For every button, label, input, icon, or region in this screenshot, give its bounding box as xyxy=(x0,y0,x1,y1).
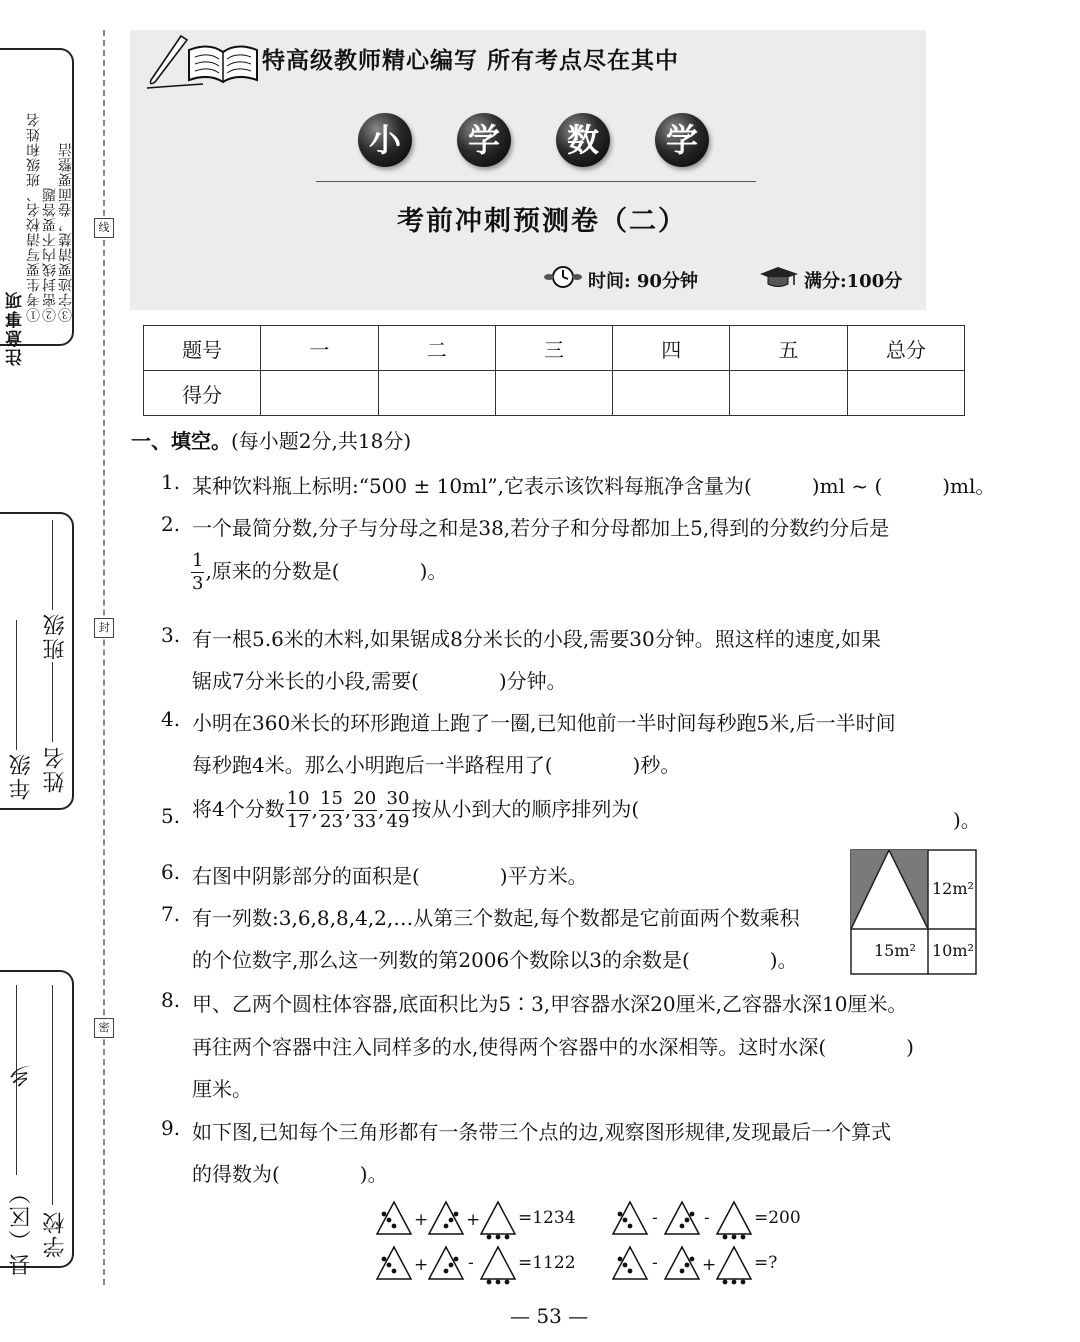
score-table-score-row xyxy=(144,371,965,416)
area-figure xyxy=(850,849,977,975)
triangle-equation-1 xyxy=(376,1200,636,1242)
notice-title: 注意事项 xyxy=(6,290,26,366)
operator: + xyxy=(702,1255,717,1275)
question-number: 8. xyxy=(161,988,181,1012)
question-3-line1: 有一根5.6米的木料,如果锯成8分米长的小段,需要30分钟。照这样的速度,如果 xyxy=(192,627,882,651)
equation-result: =? xyxy=(754,1253,778,1273)
notice-item-3: ③字迹要清楚，卷面要整洁 xyxy=(58,142,74,322)
question-1-text: 某种饮料瓶上标明:“500 ± 10ml”,它表示该饮料每瓶净含量为( )ml ~ ( )ml。 xyxy=(192,474,996,498)
operator: - xyxy=(652,1208,658,1228)
subject-char-4: 学 xyxy=(655,113,709,167)
fraction-denominator: 33 xyxy=(353,811,377,832)
score-input-cell[interactable] xyxy=(613,371,730,416)
fraction xyxy=(386,790,411,831)
class-blank[interactable] xyxy=(52,520,53,610)
triangle-bottom-dots-icon xyxy=(480,1245,518,1287)
triangle-right-dots-icon xyxy=(664,1200,702,1242)
operator: + xyxy=(414,1210,429,1230)
question-number: 9. xyxy=(161,1116,181,1140)
operator: + xyxy=(414,1255,429,1275)
fraction-numerator: 10 xyxy=(286,788,310,809)
section-note: (每小题2分,共18分) xyxy=(231,429,412,453)
score-table-cell: 三 xyxy=(495,326,612,371)
fraction-numerator: 15 xyxy=(320,788,343,809)
score-table-header-row xyxy=(144,326,965,371)
fraction xyxy=(191,552,204,593)
triangle-left-dots-icon xyxy=(612,1245,650,1287)
grade-blank[interactable] xyxy=(16,620,17,750)
question-2-line2 xyxy=(190,552,447,593)
triangle-bottom-dots-icon xyxy=(480,1200,518,1242)
question-number: 4. xyxy=(161,707,181,731)
question-5-suffix: 按从小到大的顺序排列为( xyxy=(411,797,640,821)
section-title: 一、填空。 xyxy=(131,429,231,453)
score-input-cell[interactable] xyxy=(730,371,847,416)
question-number: 1. xyxy=(161,470,181,494)
score-input-cell[interactable] xyxy=(261,371,378,416)
question-9-line2: 的得数为( )。 xyxy=(192,1162,388,1186)
triangle-equation-2 xyxy=(612,1200,872,1242)
fraction-denominator: 49 xyxy=(386,811,410,832)
question-7-line1: 有一列数:3,6,8,8,4,2,…从第三个数起,每个数都是它前面两个数乘积 xyxy=(192,906,800,930)
score-table-cell: 总分 xyxy=(847,326,964,371)
page-number: — 53 — xyxy=(510,1304,589,1328)
triangle-left-dots-icon xyxy=(376,1245,414,1287)
fraction-denominator: 17 xyxy=(286,811,310,832)
fraction xyxy=(286,790,311,831)
name-blank[interactable] xyxy=(52,662,53,742)
score-table-cell: 题号 xyxy=(144,326,261,371)
township-label: 乡 xyxy=(9,1063,34,1087)
notice-item-1: ①考生要写清校名、班级和姓名 xyxy=(26,112,42,322)
score-table-cell: 得分 xyxy=(144,371,261,416)
operator: - xyxy=(704,1208,710,1228)
seal-char-line: 线 xyxy=(94,218,114,238)
header-slogan: 特高级教师精心编写 所有考点尽在其中 xyxy=(262,48,680,74)
subject-char-3: 数 xyxy=(556,113,610,167)
triangle-bottom-dots-icon xyxy=(716,1245,754,1287)
clock-icon xyxy=(543,264,583,290)
area-label-bottom-right: 10m² xyxy=(932,941,974,960)
score-table xyxy=(143,325,965,416)
triangle-left-dots-icon xyxy=(612,1200,650,1242)
school-label: 学校 xyxy=(43,1210,68,1258)
exam-time: 时间: 90分钟 xyxy=(588,271,698,292)
fraction-denominator: 3 xyxy=(192,573,204,594)
class-label: 班级 xyxy=(43,612,68,660)
area-label-bottom-left: 15m² xyxy=(874,941,916,960)
triangle-right-dots-icon xyxy=(664,1245,702,1287)
name-label: 姓名 xyxy=(43,745,68,793)
question-8-line2: 再往两个容器中注入同样多的水,使得两个容器中的水深相等。这时水深( ) xyxy=(192,1035,914,1059)
question-8-line3: 厘米。 xyxy=(192,1077,252,1101)
question-9-line1: 如下图,已知每个三角形都有一条带三个点的边,观察图形规律,发现最后一个算式 xyxy=(192,1120,892,1144)
section-heading xyxy=(131,425,411,454)
question-3-line2: 锯成7分米长的小段,需要( )分钟。 xyxy=(192,669,567,693)
question-number: 5. xyxy=(161,804,181,828)
question-5-line: 将4个分数 $\frac{10}{17}$ , $\frac{15}{23}$ , $\frac{20}{33}$ , $\frac{30}{49}$ 按从小到大的顺序排列为( xyxy=(192,788,640,832)
paper-title: 考前冲刺预测卷（二） xyxy=(397,206,687,237)
full-score: 满分:100分 xyxy=(804,271,903,292)
question-5-end: )。 xyxy=(953,808,981,832)
operator: + xyxy=(466,1210,481,1230)
score-table-cell: 四 xyxy=(613,326,730,371)
grade-label: 年级 xyxy=(9,752,34,800)
question-number: 2. xyxy=(161,512,181,536)
question-4-line1: 小明在360米长的环形跑道上跑了一圈,已知他前一半时间每秒跑5米,后一半时间 xyxy=(192,711,896,735)
area-label-top-right: 12m² xyxy=(932,879,974,898)
seal-char-secret: 密 xyxy=(94,1018,114,1038)
question-5-prefix: 将4个分数 xyxy=(192,797,285,821)
fraction xyxy=(352,790,377,831)
score-input-cell[interactable] xyxy=(847,371,964,416)
triangle-left-dots-icon xyxy=(376,1200,414,1242)
graduation-cap-icon xyxy=(758,264,800,290)
triangle-equation-4 xyxy=(612,1245,872,1287)
fraction xyxy=(319,790,344,831)
operator: - xyxy=(652,1253,658,1273)
score-table-cell: 一 xyxy=(261,326,378,371)
school-blank[interactable] xyxy=(52,985,53,1205)
fraction-denominator: 23 xyxy=(320,811,343,832)
triangle-equation-3 xyxy=(376,1245,636,1287)
question-number: 7. xyxy=(161,902,181,926)
subject-char-2: 学 xyxy=(457,113,511,167)
equation-result: =1122 xyxy=(518,1253,576,1273)
score-table-cell: 五 xyxy=(730,326,847,371)
subject-char-1: 小 xyxy=(358,113,412,167)
question-2-line2-text: ,原来的分数是( )。 xyxy=(205,559,448,583)
triangle-right-dots-icon xyxy=(428,1200,466,1242)
equation-result: =1234 xyxy=(518,1208,576,1228)
score-input-cell[interactable] xyxy=(378,371,495,416)
triangle-right-dots-icon xyxy=(428,1245,466,1287)
question-number: 3. xyxy=(161,623,181,647)
score-input-cell[interactable] xyxy=(495,371,612,416)
operator: - xyxy=(468,1253,474,1273)
fraction-numerator: 30 xyxy=(386,788,410,809)
question-6-text: 右图中阴影部分的面积是( )平方米。 xyxy=(192,864,588,888)
question-number: 6. xyxy=(161,860,181,884)
question-2-line1: 一个最简分数,分子与分母之和是38,若分子和分母都加上5,得到的分数约分后是 xyxy=(192,516,890,540)
fraction-numerator: 20 xyxy=(353,788,377,809)
county-label: 县（区） xyxy=(9,1180,34,1276)
score-table-cell: 二 xyxy=(378,326,495,371)
question-4-line2: 每秒跑4米。那么小明跑后一半路程用了( )秒。 xyxy=(192,753,681,777)
fraction-numerator: 1 xyxy=(192,550,204,571)
notice-item-2: ②密封线内不要答题 xyxy=(42,187,58,322)
question-7-line2: 的个位数字,那么这一列数的第2006个数除以3的余数是( )。 xyxy=(192,948,798,972)
triangle-bottom-dots-icon xyxy=(716,1200,754,1242)
header-divider xyxy=(316,181,756,182)
question-8-line1: 甲、乙两个圆柱体容器,底面积比为5∶3,甲容器水深20厘米,乙容器水深10厘米。 xyxy=(192,992,908,1016)
book-pen-icon xyxy=(143,30,261,92)
seal-char-seal: 封 xyxy=(94,618,114,638)
equation-result: =200 xyxy=(754,1208,801,1228)
